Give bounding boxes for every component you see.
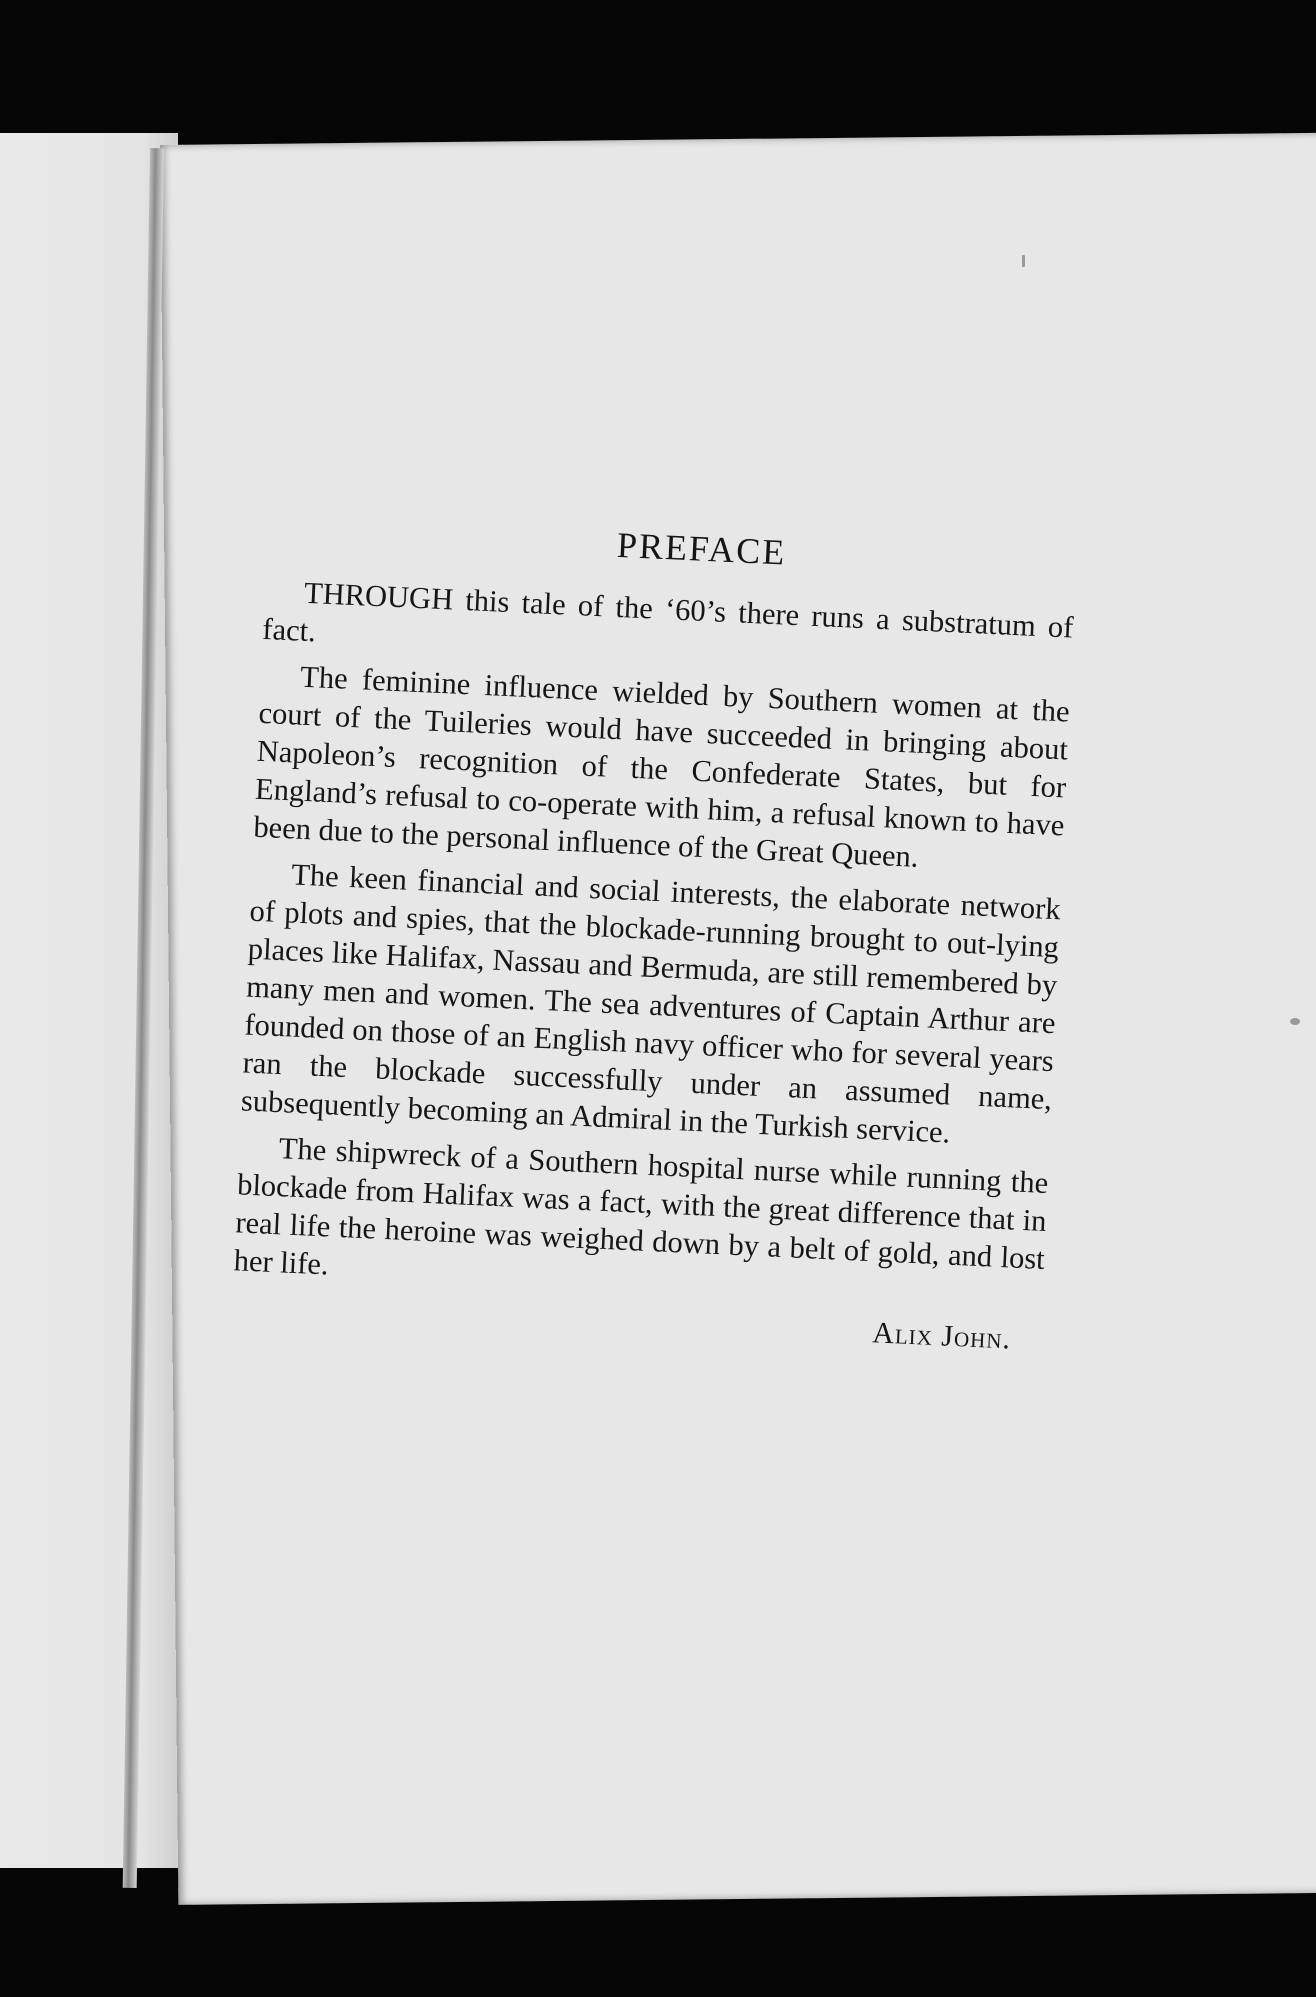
paragraph-2: [253, 656, 1071, 883]
author-signature: Alix John.: [871, 1316, 1012, 1356]
paragraph-3: [240, 854, 1061, 1156]
scan-speck: [1290, 1018, 1300, 1025]
paragraph-lead-word: THROUGH: [303, 575, 454, 617]
paragraph-text: The feminine influence wielded by Southern women at the court of the Tuileries would have succeeded in bringing about Napoleon’s recognition of the Confederate States, but for England’s refusal to co-operate with him, a refusal known to have been due to the personal influence of the Great Queen.: [252, 659, 1071, 874]
preface-text-block: [231, 508, 1077, 1358]
paragraph-text: The shipwreck of a Southern hospital nurse while running the blockade from Halifax was a fact, with the great difference that in real life the heroine was weighed down by a belt of gold, and lost her life.: [233, 1131, 1049, 1282]
paragraph-text: this tale of the ‘60’s there runs a substratum of fact.: [261, 582, 1075, 649]
paragraph-4: [233, 1127, 1049, 1316]
scan-speck: [1022, 255, 1025, 267]
page-title: PREFACE: [616, 524, 788, 573]
paragraph-text: The keen financial and social interests, the elaborate network of plots and spies, that the blockade-running brought to out-lying places like Halifax, Nassau and Bermuda, are still remembered by many men and women. The sea adventures of Captain Arthur are founded on those of an English navy officer who for several years ran the blockade successfully under an assumed name, subsequently becoming an Admiral in the Turkish service.: [240, 857, 1062, 1150]
